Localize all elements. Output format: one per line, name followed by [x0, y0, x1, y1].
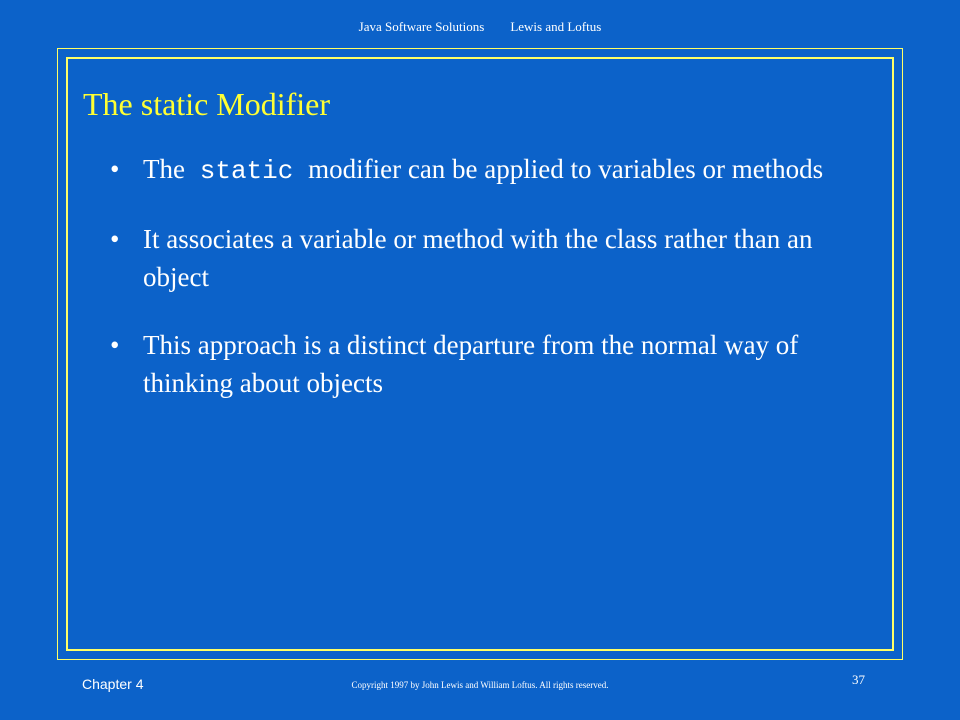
bullet-item [110, 220, 850, 296]
bullet-text-before: The [143, 154, 192, 184]
code-keyword: static [199, 156, 294, 186]
authors: Lewis and Loftus [510, 19, 602, 34]
slide-title: The static Modifier [83, 86, 331, 122]
page-number: 37 [852, 672, 865, 687]
bullet-text-after: modifier can be applied to variables or methods [301, 154, 824, 184]
bullet-text: This approach is a distinct departure from the normal way of thinking about objects [143, 330, 799, 398]
bullet-marker: • [110, 224, 120, 254]
book-title: Java Software Solutions [358, 19, 485, 34]
chapter-label: Chapter 4 [82, 676, 144, 692]
bullet-item [110, 150, 850, 190]
slide-header [0, 19, 960, 35]
bullet-marker: • [110, 330, 120, 360]
bullet-marker: • [110, 154, 120, 184]
bullet-item [110, 326, 850, 402]
copyright-notice: Copyright 1997 by John Lewis and William Loftus. All rights reserved. [351, 680, 609, 690]
bullet-text: It associates a variable or method with the class rather than an object [143, 224, 813, 292]
bullet-list [110, 150, 850, 432]
